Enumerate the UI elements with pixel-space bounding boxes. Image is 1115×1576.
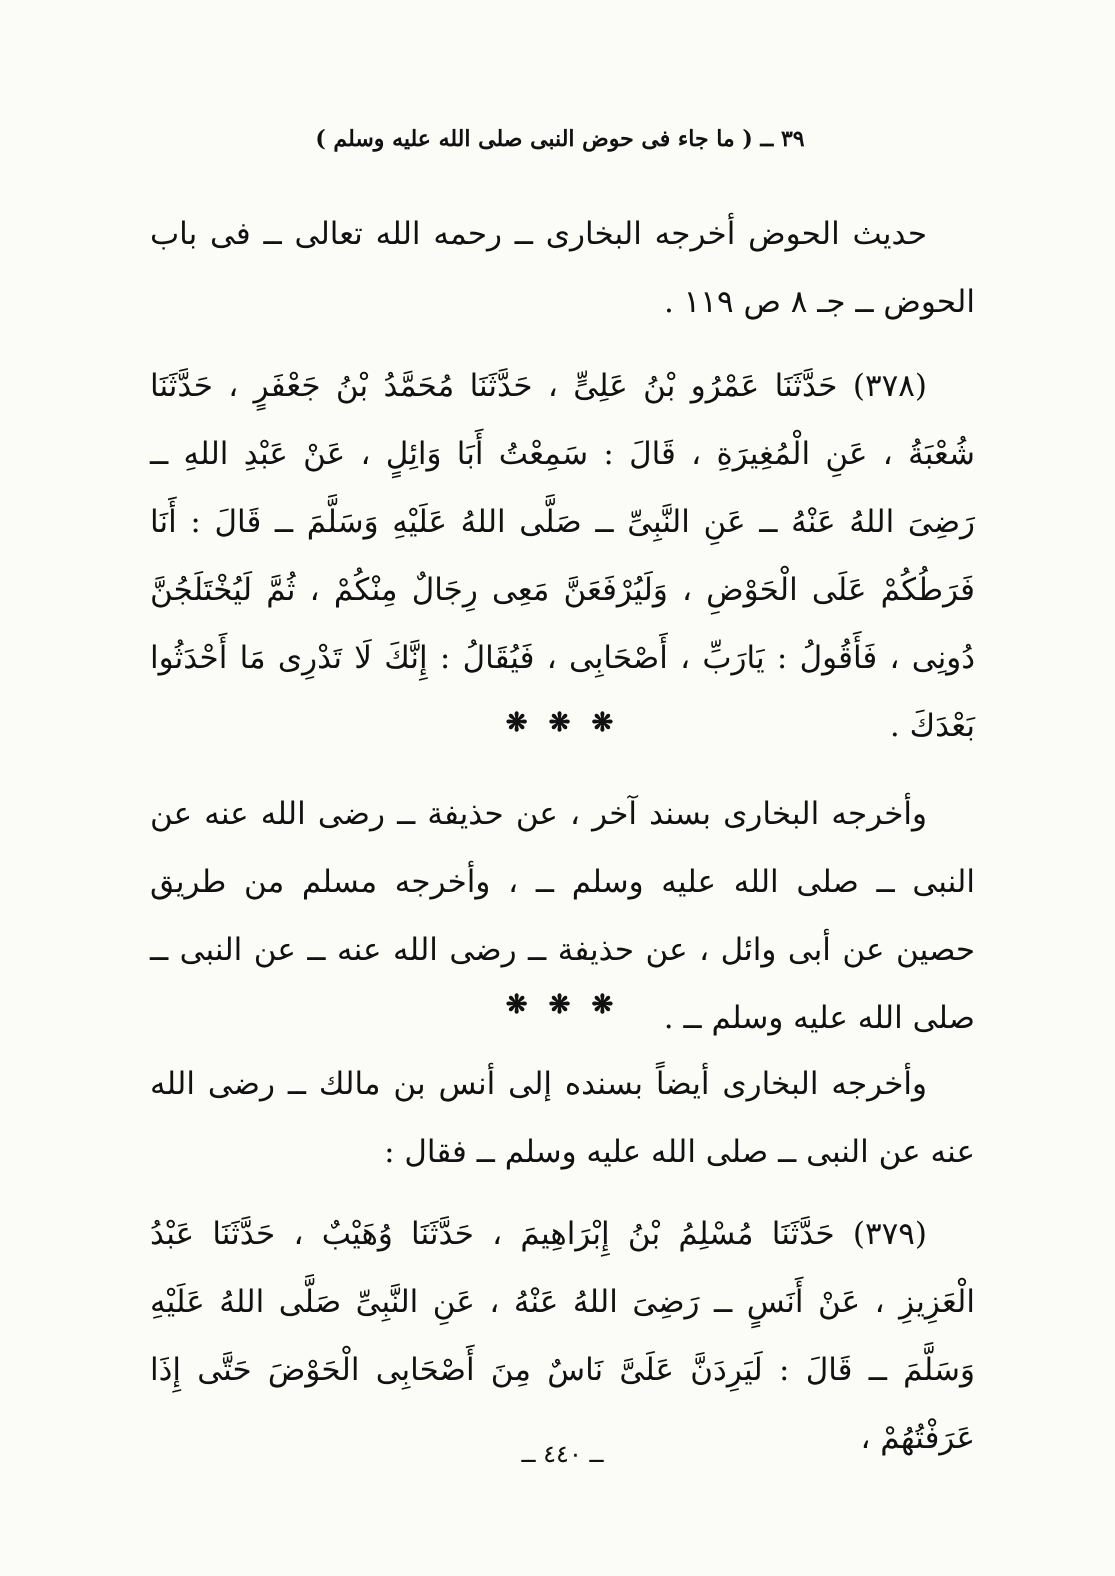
hadith-379-paragraph: (٣٧٩) حَدَّثَنَا مُسْلِمُ بْنُ إِبْرَاهِيمَ ، حَدَّثَنَا وُهَيْبٌ ، حَدَّثَنَا عَبْدُ الْعَزِيزِ ، عَنْ أَنَسٍ ــ رَضِىَ اللهُ عَنْهُ ، عَنِ النَّبِىِّ صَلَّى اللهُ عَلَيْهِ وَسَلَّمَ ــ قَالَ : لَيَرِدَنَّ عَلَىَّ نَاسٌ مِنَ أَصْحَابِى الْحَوْضَ حَتَّى إِذَا عَرَفْتُهُمْ ، xyxy=(150,1216,975,1456)
chapter-heading: ٣٩ ــ ( ما جاء فى حوض النبى صلى الله عليه وسلم ) xyxy=(315,126,805,152)
anas-paragraph: وأخرجه البخارى أيضاً بسنده إلى أنس بن مالك ــ رضى الله عنه عن النبى ــ صلى الله عليه وسلم ــ فقال : xyxy=(150,1066,975,1170)
section-separator: ❋ ❋ ❋ xyxy=(505,708,620,738)
intro-paragraph: حديث الحوض أخرجه البخارى ــ رحمه الله تعالى ــ فى باب الحوض ــ جـ ٨ ص ١١٩ . xyxy=(150,216,975,320)
hudhayfa-paragraph: وأخرجه البخارى بسند آخر ، عن حذيفة ــ رضى الله عنه عن النبى ــ صلى الله عليه وسلم ــ ، وأخرجه مسلم من طريق حصين عن أبى وائل ، عن حذيفة ــ رضى الله عنه ــ عن النبى ــ صلى الله عليه وسلم ــ . xyxy=(150,796,975,1036)
page-number: ــ ٤٤٠ ــ xyxy=(521,1440,604,1468)
section-separator: ❋ ❋ ❋ xyxy=(505,990,620,1020)
hadith-378-paragraph: (٣٧٨) حَدَّثَنَا عَمْرُو بْنُ عَلِىٍّ ، حَدَّثَنَا مُحَمَّدُ بْنُ جَعْفَرٍ ، حَدَّثَنَا شُعْبَةُ ، عَنِ الْمُغِيرَةِ ، قَالَ : سَمِعْتُ أَبَا وَائِلٍ ، عَنْ عَبْدِ اللهِ ــ رَضِىَ اللهُ عَنْهُ ــ عَنِ النَّبِىِّ ــ صَلَّى اللهُ عَلَيْهِ وَسَلَّمَ ــ قَالَ : أَنَا فَرَطُكُمْ عَلَى الْحَوْضِ ، وَلَيُرْفَعَنَّ مَعِى رِجَالٌ مِنْكُمْ ، ثُمَّ لَيُخْتَلَجُنَّ دُونِى ، فَأَقُولُ : يَارَبِّ ، أَصْحَابِى ، فَيُقَالُ : إِنَّكَ لَا تَدْرِى مَا أَحْدَثُوا بَعْدَكَ . xyxy=(150,368,975,744)
